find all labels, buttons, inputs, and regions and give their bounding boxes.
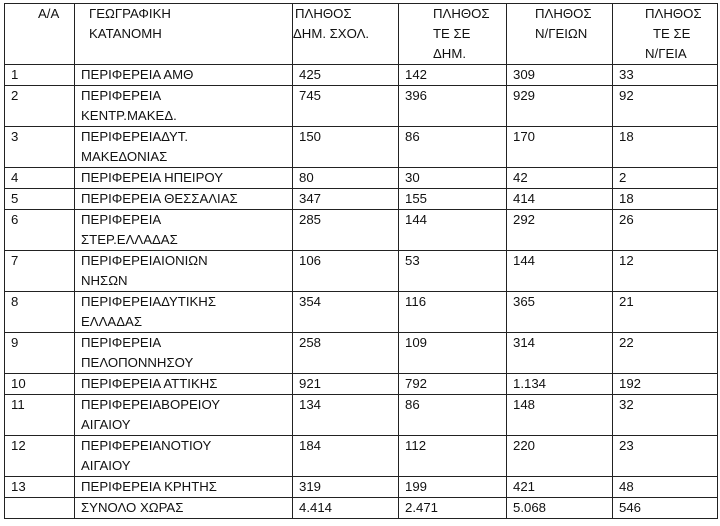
te-kindergartens-count: 18	[613, 189, 718, 210]
schools-count: 184	[293, 436, 399, 477]
regional-distribution-table	[4, 3, 718, 519]
region-name	[75, 86, 293, 127]
kindergartens-count: 148	[507, 395, 613, 436]
te-kindergartens-count: 48	[613, 477, 718, 498]
kindergartens-count: 414	[507, 189, 613, 210]
total-schools: 4.414	[293, 498, 399, 519]
region-word: ΠΕΡΙΦΕΡΕΙΑ	[81, 129, 162, 144]
kindergartens-count: 144	[507, 251, 613, 292]
kindergartens-count: 314	[507, 333, 613, 374]
region-word: ΙΟΝΙΩΝ	[161, 253, 208, 268]
region-line: ΠΕΡΙΦΕΡΕΙΑ	[81, 335, 162, 350]
te-schools-count: 144	[399, 210, 507, 251]
region-name	[75, 333, 293, 374]
region-name	[75, 65, 293, 86]
region-name	[75, 477, 293, 498]
schools-count: 354	[293, 292, 399, 333]
schools-count: 285	[293, 210, 399, 251]
header-schools-count	[293, 4, 399, 65]
total-row	[5, 498, 718, 519]
region-line	[81, 292, 286, 312]
kindergartens-count: 929	[507, 86, 613, 127]
header-geographic-line: ΚΑΤΑΝΟΜΗ	[89, 26, 162, 41]
table-row	[5, 292, 718, 333]
schools-count: 347	[293, 189, 399, 210]
region-line: ΑΙΓΑΙΟΥ	[81, 458, 131, 473]
header-geographic-distribution	[75, 4, 293, 65]
region-line	[81, 395, 286, 415]
table-row	[5, 168, 718, 189]
te-schools-count: 109	[399, 333, 507, 374]
te-kindergartens-count: 92	[613, 86, 718, 127]
table-row	[5, 395, 718, 436]
region-word: ΔΥΤΙΚΗΣ	[161, 294, 216, 309]
region-line	[81, 251, 286, 271]
header-kindergartens-line: ΠΛΗΘΟΣ	[535, 6, 592, 21]
te-schools-count: 53	[399, 251, 507, 292]
te-schools-count: 155	[399, 189, 507, 210]
row-index: 11	[5, 395, 75, 436]
row-index: 7	[5, 251, 75, 292]
te-kindergartens-count: 12	[613, 251, 718, 292]
row-index: 9	[5, 333, 75, 374]
te-kindergartens-count: 21	[613, 292, 718, 333]
header-te-schools-line: ΔΗΜ.	[433, 46, 466, 61]
header-schools-line: ΠΛΗΘΟΣ	[295, 6, 352, 21]
kindergartens-count: 42	[507, 168, 613, 189]
schools-count: 106	[293, 251, 399, 292]
te-kindergartens-count: 192	[613, 374, 718, 395]
te-schools-count: 142	[399, 65, 507, 86]
region-line: ΑΙΓΑΙΟΥ	[81, 417, 131, 432]
kindergartens-count: 309	[507, 65, 613, 86]
region-line: ΠΕΛΟΠΟΝΝΗΣΟΥ	[81, 355, 194, 370]
schools-count: 425	[293, 65, 399, 86]
region-line: ΠΕΡΙΦΕΡΕΙΑ	[81, 88, 162, 103]
table-row	[5, 477, 718, 498]
region-word: ΠΕΡΙΦΕΡΕΙΑ	[81, 438, 162, 453]
header-se-word: ΣΕ	[673, 26, 691, 41]
table-row	[5, 251, 718, 292]
header-te-word: ΤΕ	[653, 26, 670, 41]
region-name	[75, 168, 293, 189]
total-te-schools: 2.471	[399, 498, 507, 519]
schools-count: 258	[293, 333, 399, 374]
region-line: ΝΗΣΩΝ	[81, 273, 128, 288]
table-row	[5, 127, 718, 168]
kindergartens-count: 170	[507, 127, 613, 168]
kindergartens-count: 220	[507, 436, 613, 477]
region-word: ΒΟΡΕΙΟΥ	[161, 397, 221, 412]
header-te-schools-count	[399, 4, 507, 65]
region-line	[81, 436, 286, 456]
te-kindergartens-count: 33	[613, 65, 718, 86]
schools-count: 134	[293, 395, 399, 436]
header-se-word: ΣΕ	[453, 26, 471, 41]
row-index: 8	[5, 292, 75, 333]
header-index: Α/Α	[5, 4, 75, 65]
row-index: 2	[5, 86, 75, 127]
header-schools-line: ΔΗΜ. ΣΧΟΛ.	[293, 26, 370, 41]
region-line: ΠΕΡΙΦΕΡΕΙΑ ΚΡΗΤΗΣ	[81, 479, 217, 494]
region-name	[75, 395, 293, 436]
region-line: ΠΕΡΙΦΕΡΕΙΑ ΑΜΘ	[81, 67, 194, 82]
header-te-kindergartens-line: ΠΛΗΘΟΣ	[645, 6, 702, 21]
table-row	[5, 436, 718, 477]
region-line: ΠΕΡΙΦΕΡΕΙΑ ΘΕΣΣΑΛΙΑΣ	[81, 191, 238, 206]
te-kindergartens-count: 2	[613, 168, 718, 189]
region-line: ΕΛΛΑΔΑΣ	[81, 314, 142, 329]
region-line: ΠΕΡΙΦΕΡΕΙΑ ΗΠΕΙΡΟΥ	[81, 170, 224, 185]
row-index: 3	[5, 127, 75, 168]
te-schools-count: 86	[399, 127, 507, 168]
total-kindergartens: 5.068	[507, 498, 613, 519]
region-name	[75, 374, 293, 395]
row-index: 13	[5, 477, 75, 498]
region-name	[75, 210, 293, 251]
te-kindergartens-count: 22	[613, 333, 718, 374]
region-word: ΠΕΡΙΦΕΡΕΙΑ	[81, 253, 162, 268]
header-te-kindergartens-line	[619, 24, 711, 44]
table-header-row	[5, 4, 718, 65]
region-word: ΠΕΡΙΦΕΡΕΙΑ	[81, 294, 162, 309]
region-line	[81, 127, 286, 147]
te-kindergartens-count: 18	[613, 127, 718, 168]
te-kindergartens-count: 23	[613, 436, 718, 477]
region-name	[75, 436, 293, 477]
row-index: 5	[5, 189, 75, 210]
row-index: 6	[5, 210, 75, 251]
region-line: ΠΕΡΙΦΕΡΕΙΑ	[81, 212, 162, 227]
schools-count: 150	[293, 127, 399, 168]
kindergartens-count: 1.134	[507, 374, 613, 395]
te-schools-count: 30	[399, 168, 507, 189]
te-schools-count: 112	[399, 436, 507, 477]
table-row	[5, 65, 718, 86]
te-schools-count: 396	[399, 86, 507, 127]
te-schools-count: 116	[399, 292, 507, 333]
table-row	[5, 210, 718, 251]
te-schools-count: 792	[399, 374, 507, 395]
header-te-schools-line: ΠΛΗΘΟΣ	[433, 6, 490, 21]
region-name	[75, 127, 293, 168]
te-schools-count: 86	[399, 395, 507, 436]
total-index	[5, 498, 75, 519]
region-word: ΝΟΤΙΟΥ	[161, 438, 212, 453]
table-row	[5, 86, 718, 127]
schools-count: 319	[293, 477, 399, 498]
header-kindergartens-count	[507, 4, 613, 65]
schools-count: 80	[293, 168, 399, 189]
table-row	[5, 333, 718, 374]
region-word: ΔΥΤ.	[161, 129, 189, 144]
header-kindergartens-line: Ν/ΓΕΙΩΝ	[535, 26, 588, 41]
header-te-kindergartens-line: Ν/ΓΕΙΑ	[645, 46, 687, 61]
row-index: 4	[5, 168, 75, 189]
region-line: ΣΤΕΡ.ΕΛΛΑΔΑΣ	[81, 232, 178, 247]
total-te-kindergartens: 546	[613, 498, 718, 519]
kindergartens-count: 421	[507, 477, 613, 498]
te-kindergartens-count: 26	[613, 210, 718, 251]
table-row	[5, 374, 718, 395]
row-index: 12	[5, 436, 75, 477]
header-te-kindergartens-count	[613, 4, 718, 65]
row-index: 1	[5, 65, 75, 86]
region-name	[75, 292, 293, 333]
region-name	[75, 189, 293, 210]
region-word: ΠΕΡΙΦΕΡΕΙΑ	[81, 397, 162, 412]
kindergartens-count: 365	[507, 292, 613, 333]
schools-count: 921	[293, 374, 399, 395]
region-line: ΚΕΝΤΡ.ΜΑΚΕΔ.	[81, 108, 177, 123]
row-index: 10	[5, 374, 75, 395]
header-geographic-line: ΓΕΩΓΡΑΦΙΚΗ	[89, 6, 171, 21]
region-line: ΠΕΡΙΦΕΡΕΙΑ ΑΤΤΙΚΗΣ	[81, 376, 218, 391]
header-te-word: ΤΕ	[433, 26, 450, 41]
region-line: ΜΑΚΕΔΟΝΙΑΣ	[81, 149, 168, 164]
te-schools-count: 199	[399, 477, 507, 498]
kindergartens-count: 292	[507, 210, 613, 251]
region-name	[75, 251, 293, 292]
table-row	[5, 189, 718, 210]
total-label: ΣΥΝΟΛΟ ΧΩΡΑΣ	[75, 498, 293, 519]
header-te-schools-line	[405, 24, 500, 44]
te-kindergartens-count: 32	[613, 395, 718, 436]
schools-count: 745	[293, 86, 399, 127]
